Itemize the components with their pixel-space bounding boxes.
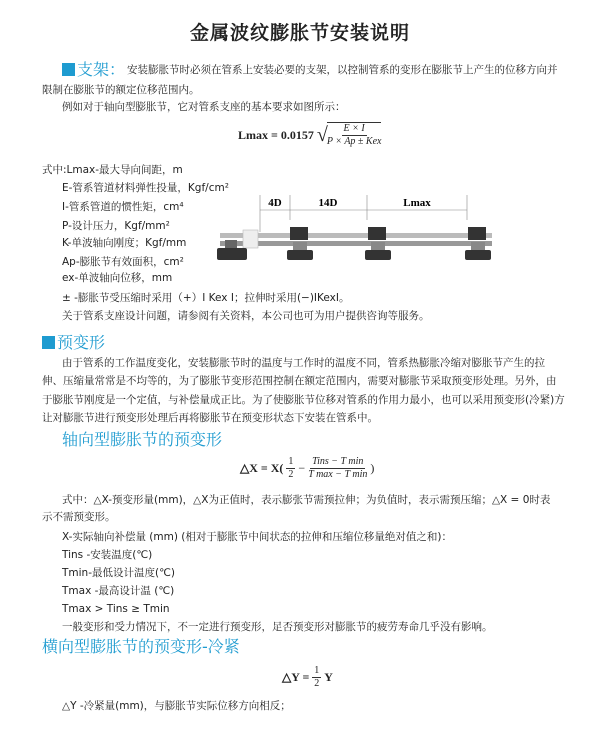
formula-denominator: P × Ap ± Kex	[326, 136, 382, 147]
definition: E-管系管道材料弹性投量，Kgf/cm²	[62, 182, 229, 194]
paragraph-line: 于膨胀节刚度是一个定值，与补偿量成正比。为了使膨胀节位移对管系的作用力最小，也可以采用预变形(冷紧)方	[42, 394, 565, 406]
formula-lhs: Lmax = 0.0157	[238, 127, 314, 142]
dim-label: 14D	[318, 197, 338, 209]
delta-x-formula	[240, 456, 374, 481]
delta-y-formula	[282, 665, 333, 690]
formula-lhs: △X = X(	[240, 461, 284, 475]
square-bullet-icon	[42, 336, 55, 349]
definition: ± -膨胀节受压缩时采用（+）I Kex I；拉伸时采用(−)IKexI。	[62, 292, 350, 304]
heading-text: 支架：	[77, 60, 126, 79]
note-line: 一般变形和受力情况下，不一定进行预变形，足否预变形对膨胀节的疲劳寿命几乎没有影响。	[62, 621, 493, 633]
formula-numerator: 1	[288, 456, 294, 467]
paragraph-line: 由于管系的工作温度变化，安装膨胀节时的温度与工作时的温度不同，管系热膨胀冷缩对膨胀节产生的拉	[62, 357, 545, 369]
formula-rhs: Y	[324, 670, 333, 684]
dim-label: Lmax	[403, 197, 431, 209]
paragraph-line: 伸、压缩量常常是不均等的，为了膨胀节变形范围控制在额定范围内，需要对膨胀节采取预变形处理。另外，由	[42, 375, 557, 387]
definition: I-管系管道的惯性矩，cm⁴	[62, 201, 184, 213]
formula-numerator: Tins − T min	[312, 456, 364, 467]
minus-sign: −	[298, 461, 306, 475]
formula-numerator: 1	[314, 665, 320, 676]
sqrt-icon: √	[316, 123, 328, 146]
note-line: Tmax -最高设计温 (℃)	[62, 585, 175, 597]
formula-numerator: E × I	[343, 123, 365, 134]
note-line: Tins -安装温度(℃)	[62, 549, 153, 561]
page-title: 金属波纹膨胀节安装说明	[189, 22, 410, 44]
intro-line: 限制在膨胀节的额定位移范围内。	[42, 84, 200, 96]
bellows-icon	[243, 230, 258, 248]
note-line: △Y -冷紧量(mm)，与膨胀节实际位移方向相反；	[62, 700, 291, 712]
definition: 关于管系支座设计问题，请参阅有关资料，本公司也可为用户提供咨询等服务。	[62, 310, 430, 322]
note-line: 式中：△X-预变形量(mm)，△X为正值时，表示膨张节需预拉伸；为负值时，表示需预压缩；△X = 0时表	[62, 494, 551, 506]
close-paren: )	[370, 461, 375, 475]
section-heading-support	[62, 60, 125, 80]
note-line: 示不需预变形。	[42, 511, 116, 523]
square-bullet-icon	[62, 63, 75, 76]
sub-heading-axial: 轴向型膨胀节的预变形	[62, 430, 223, 449]
definition: P-设计压力，Kgf/mm²	[62, 220, 170, 232]
formula-denominator: 2	[314, 678, 320, 689]
intro-line: 安装膨胀节时必须在管系上安装必要的支架，以控制管系的变形在膨胀节上产生的位移方向并	[127, 64, 558, 76]
dim-label: 4D	[268, 197, 282, 209]
paragraph-line: 让对膨胀节进行预变形处理后再将膨胀节在预变形状态下安装在管系中。	[42, 412, 378, 424]
definition: Ap-膨胀节有效面积，cm²	[62, 256, 184, 268]
definition: ex-单波轴向位移，mm	[62, 272, 173, 284]
formula-denominator: T max − T min	[308, 469, 368, 480]
formula-denominator: 2	[288, 469, 294, 480]
example-text: 例如对于轴向型膨胀节，它对管系支座的基本要求如图所示：	[62, 101, 346, 113]
section-heading-predeformation	[42, 333, 105, 353]
support-diagram	[215, 190, 495, 270]
note-line: Tmax > Tins ≥ Tmin	[62, 603, 170, 615]
heading-text: 预变形	[57, 333, 106, 352]
lmax-formula	[238, 122, 381, 148]
definition: 式中:Lmax-最大导向间距，m	[42, 164, 183, 176]
definition: K-单波轴向刚度；Kgf/mm	[62, 237, 187, 249]
note-line: X-实际轴向补偿量 (mm) (相对于膨胀节中间状态的拉伸和压缩位移量绝对值之和)：	[62, 531, 452, 543]
sub-heading-lateral: 横向型膨胀节的预变形-冷紧	[42, 637, 240, 656]
note-line: Tmin-最低设计温度(℃)	[62, 567, 175, 579]
formula-lhs: △Y =	[282, 670, 310, 684]
